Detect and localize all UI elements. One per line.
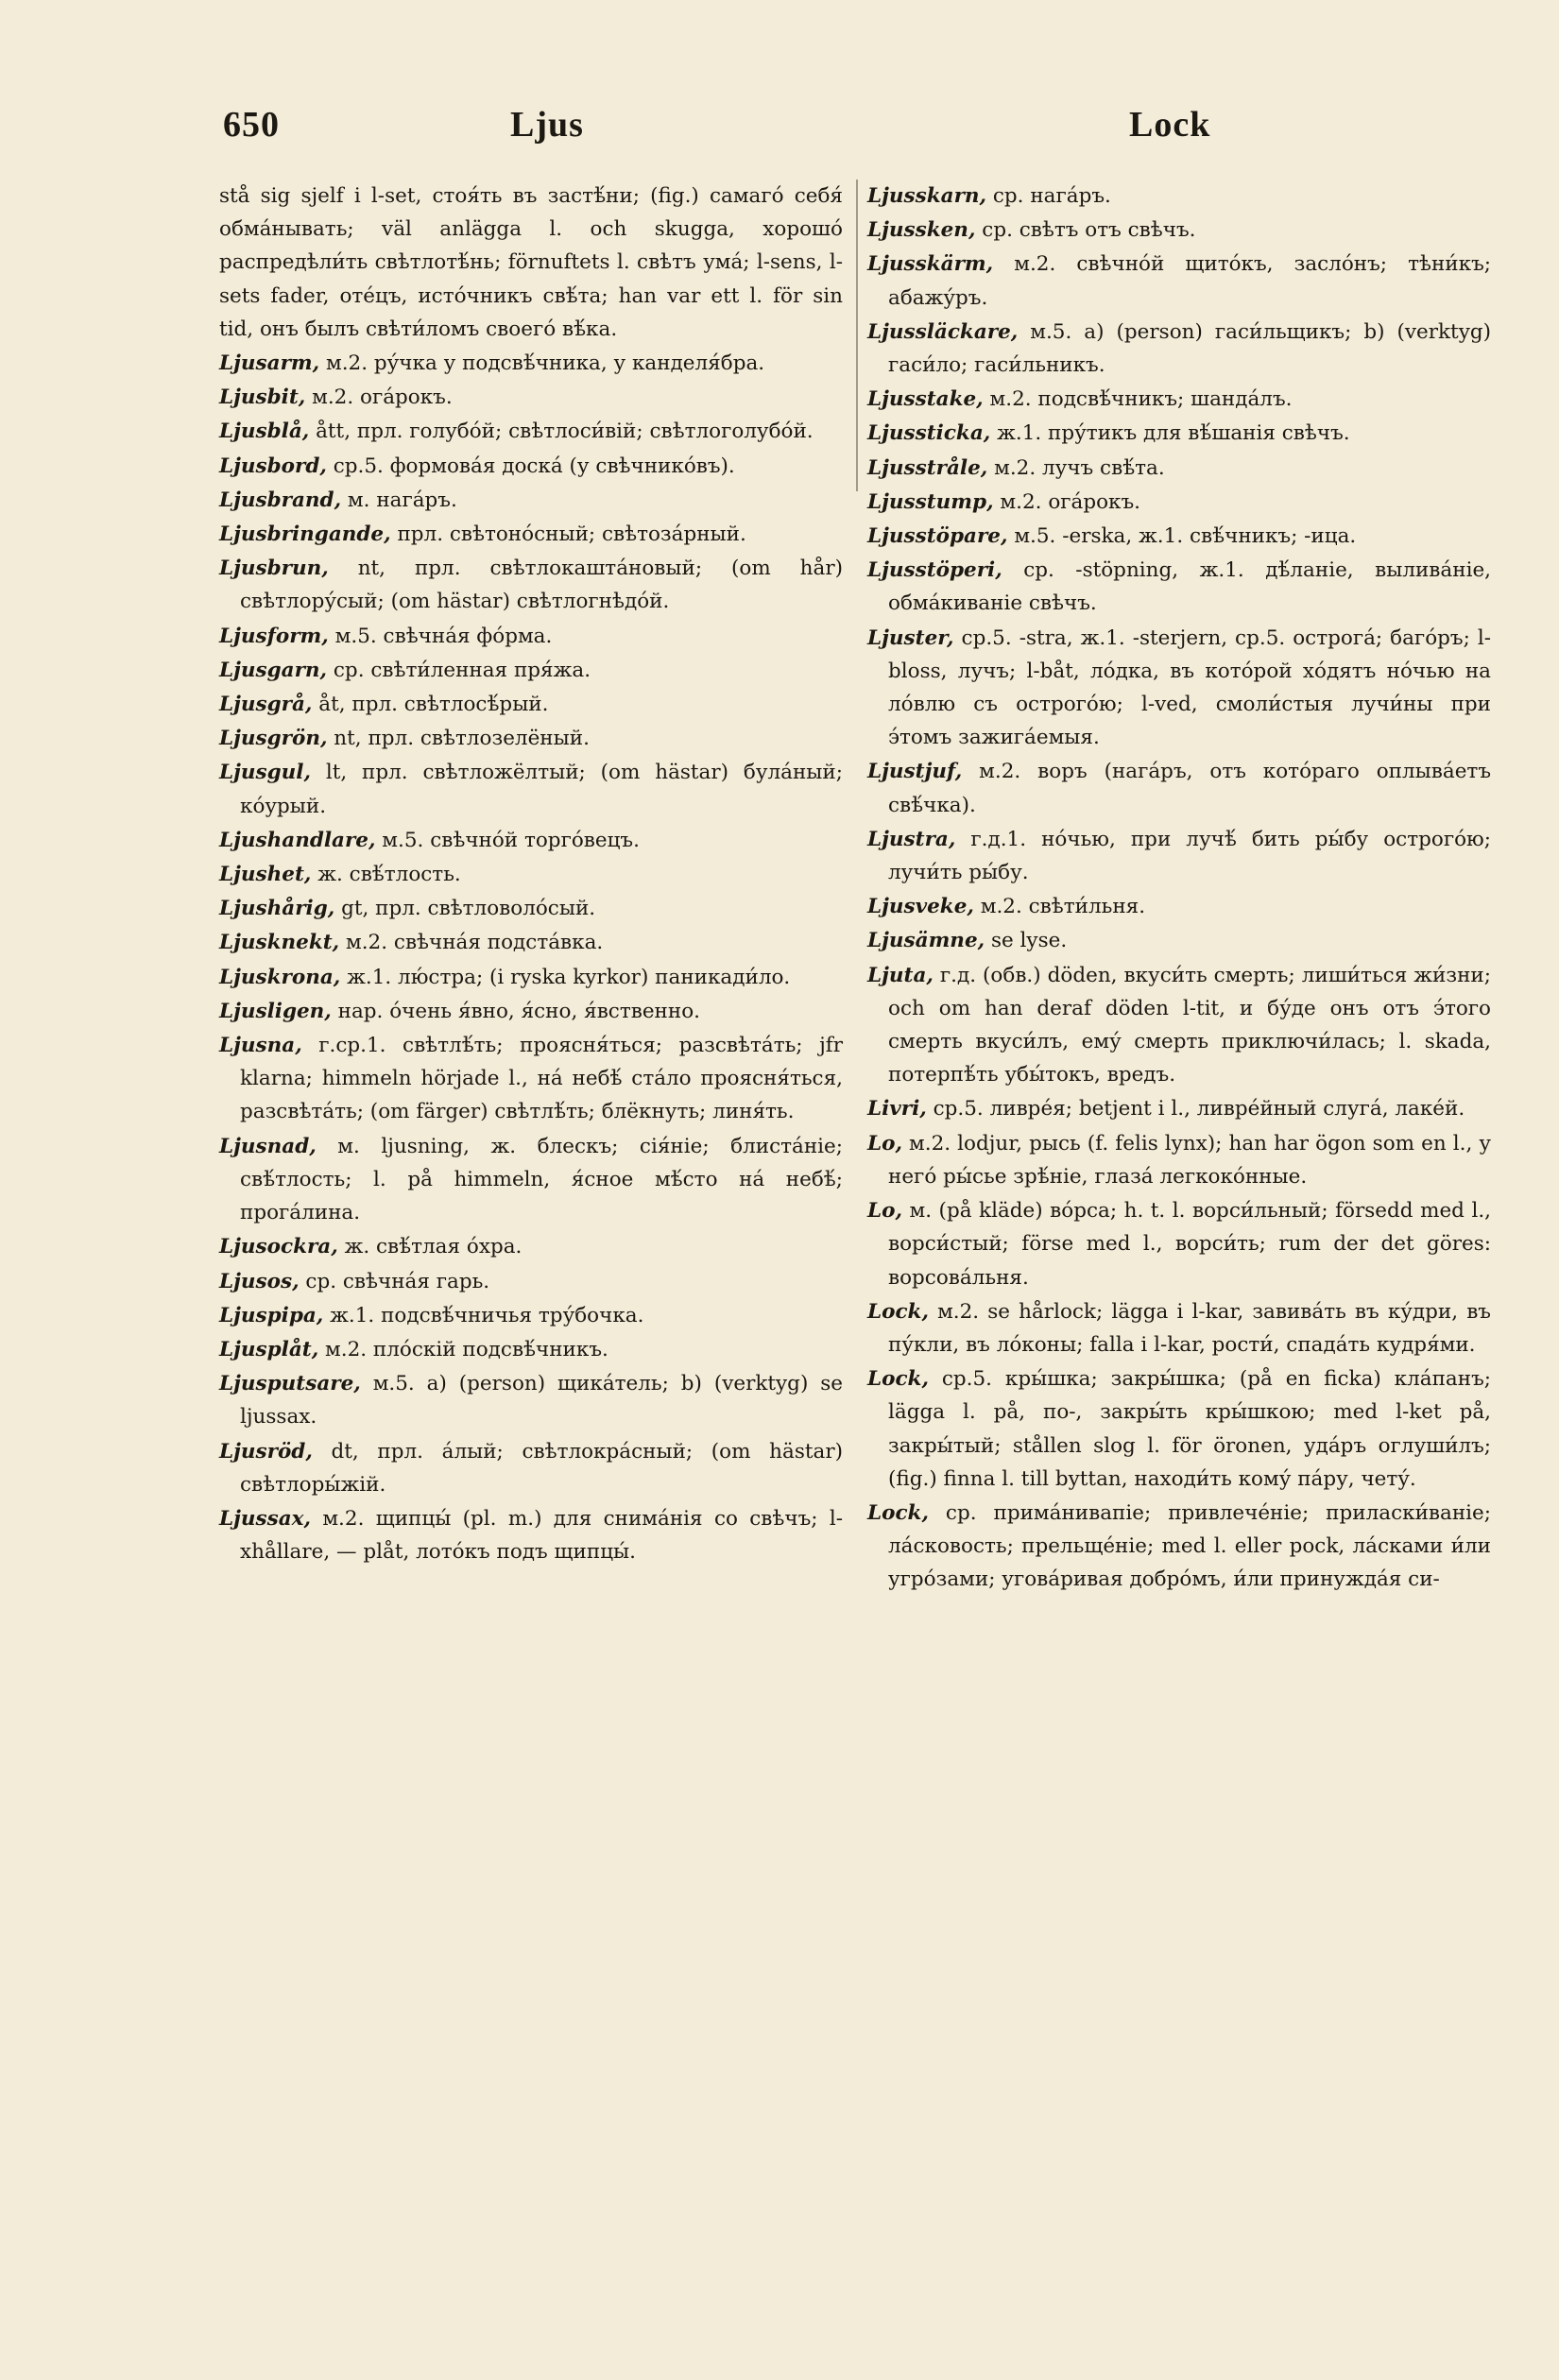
- entry-headword: Ljusstöpare,: [867, 524, 1008, 549]
- dictionary-entry: [219, 1265, 843, 1298]
- entry-definition: прл. свѣтоно́сный; свѣтоза́рный.: [397, 522, 746, 547]
- entry-headword: Ljusockra,: [219, 1235, 338, 1259]
- entry-definition: ж.1. лю́стра; (i ryska kyrkor) паникади́ло.: [347, 965, 791, 989]
- entry-definition: м. нага́ръ.: [347, 488, 457, 512]
- dictionary-entry: [219, 1367, 843, 1433]
- dictionary-entry: [867, 520, 1491, 553]
- entry-definition: ср. свѣтъ отъ свѣчъ.: [982, 218, 1196, 243]
- entry-definition: ср. -stöpning, ж.1. дѣ́ланіе, вылива́ніе, обма́киваніе свѣчъ.: [888, 558, 1491, 616]
- dictionary-entry: [219, 1435, 843, 1501]
- dictionary-entry: [867, 383, 1491, 416]
- entry-headword: Ljuster,: [867, 625, 954, 650]
- entry-definition: dt, прл. а́лый; свѣтлокра́сный; (om hästar) свѣтлоры́жій.: [240, 1439, 843, 1497]
- entry-definition: ср.5. формова́я доска́ (у свѣчнико́въ).: [333, 454, 735, 478]
- dictionary-entry: [867, 890, 1491, 923]
- entry-definition: ж. свѣ́тлая о́хра.: [344, 1235, 523, 1259]
- dictionary-entry: [219, 688, 843, 721]
- entry-headword: Ljusputsare,: [219, 1372, 361, 1396]
- entry-definition: м.2. свѣчно́й щито́къ, засло́нъ; тѣни́къ; абажу́ръ.: [888, 252, 1491, 310]
- dictionary-entry: [219, 654, 843, 687]
- dictionary-entry: [867, 180, 1491, 213]
- dictionary-entry: [219, 1502, 843, 1568]
- entry-headword: Lock,: [867, 1299, 929, 1324]
- entry-headword: Ljusgrön,: [219, 727, 328, 751]
- dictionary-entry: [867, 1127, 1491, 1193]
- entry-headword: Ljusblå,: [219, 419, 310, 444]
- dictionary-entry: [219, 824, 843, 857]
- entry-headword: Ljusstråle,: [867, 455, 988, 480]
- dictionary-entry: [219, 961, 843, 994]
- entry-definition: se lyse.: [990, 929, 1068, 953]
- dictionary-entry: [867, 486, 1491, 519]
- entry-definition: м.2. ога́рокъ.: [312, 385, 453, 410]
- entry-headword: Ljushet,: [219, 863, 312, 887]
- entry-headword: Ljusgul,: [219, 761, 311, 785]
- dictionary-entry: [867, 214, 1491, 247]
- entry-headword: Ljussken,: [867, 218, 976, 243]
- entry-headword: Ljusskärm,: [867, 252, 994, 277]
- entry-definition: ср.5. кры́шка; закры́шка; (på en ficka) кла́панъ; lägga l. på, по-, закры́ть кры́шкою; med l-ket på, закры́тый; stållen slog l. för öronen, уда́ръ оглуши́лъ; (fig.) finna l. till byttan, находи́ть кому́ па́ру, чету́.: [888, 1367, 1491, 1491]
- entry-definition: ср. нага́ръ.: [992, 184, 1111, 208]
- entry-headword: Ljussax,: [219, 1506, 311, 1531]
- entry-definition: ж.1. пру́тикъ для вѣ́шанія свѣчъ.: [997, 421, 1350, 446]
- dictionary-entry: [219, 1333, 843, 1366]
- entry-definition: г.д.1. но́чью, при лучѣ́ бить ры́бу острого́ю; лучи́ть ры́бу.: [888, 827, 1491, 885]
- entry-headword: Ljusos,: [219, 1269, 300, 1293]
- right-column: [867, 180, 1491, 1598]
- entry-definition: м.2. ога́рокъ.: [1000, 489, 1141, 514]
- entry-headword: Ljusröd,: [219, 1439, 313, 1464]
- dictionary-entry: [219, 180, 843, 346]
- dictionary-entry: [867, 417, 1491, 450]
- entry-headword: Ljusbringande,: [219, 522, 391, 547]
- entry-headword: Ljushårig,: [219, 897, 335, 921]
- entry-definition: stå sig sjelf i l-set, стоя́ть въ застѣ́ни; (fig.) самаго́ себя́ обма́нывать; väl anlägga l. och skugga, хорошо́ распредѣли́ть свѣтлотѣ́нь; förnuftets l. свѣтъ ума́; l-sens, l-sets fader, оте́цъ, исто́чникъ свѣ́та; han var ett l. för sin tid, онъ былъ свѣти́ломъ своего́ вѣ́ка.: [219, 184, 843, 341]
- dictionary-entry: [867, 1295, 1491, 1361]
- entry-headword: Lo,: [867, 1131, 902, 1156]
- entry-definition: нар. о́чень я́вно, я́сно, я́вственно.: [337, 999, 700, 1023]
- entry-headword: Ljusgrå,: [219, 693, 313, 717]
- entry-headword: Ljusämne,: [867, 929, 985, 953]
- dictionary-entry: [867, 755, 1491, 821]
- entry-headword: Ljusform,: [219, 624, 329, 648]
- entry-definition: ж.1. подсвѣ́чничья тру́бочка.: [330, 1303, 644, 1327]
- dictionary-entry: [219, 926, 843, 959]
- entry-definition: г.д. (обв.) döden, вкуси́ть смерть; лиши́ться жи́зни; och om han deraf döden l-tit, и бу́де онъ отъ э́того смерть вкуси́лъ, ему́ смерть приключи́лась; l. skada, потерпѣ́ть убы́токъ, вредъ.: [888, 963, 1491, 1087]
- entry-headword: Ljusbit,: [219, 385, 306, 410]
- dictionary-entry: [219, 1299, 843, 1332]
- dictionary-entry: [219, 1029, 843, 1129]
- entry-headword: Ljusnad,: [219, 1134, 317, 1158]
- entry-headword: Ljussticka,: [867, 421, 991, 446]
- entry-definition: м.2. пло́скій подсвѣ́чникъ.: [325, 1337, 608, 1361]
- entry-definition: м.5. свѣчно́й торго́вецъ.: [382, 828, 640, 852]
- entry-definition: ср. свѣти́ленная пря́жа.: [333, 658, 591, 682]
- entry-definition: м. ljusning, ж. блескъ; сія́ніе; блиста́ніе; свѣ́тлость; l. på himmeln, я́сное мѣ́сто на́ небѣ́; прога́лина.: [240, 1134, 843, 1225]
- entry-headword: Ljusstump,: [867, 489, 994, 514]
- entry-definition: nt, прл. свѣтлокашта́новый; (om hår) свѣтлору́сый; (om hästar) свѣтлогнѣдо́й.: [240, 556, 843, 614]
- entry-definition: м.2. se hårlock; lägga i l-kar, завива́ть въ ку́дри, въ пу́кли, въ ло́коны; falla i l-kar, рости́, спада́ть кудря́ми.: [888, 1299, 1491, 1357]
- entry-headword: Ljusveke,: [867, 895, 974, 919]
- dictionary-entry: [867, 452, 1491, 485]
- entry-definition: м. (på kläde) во́рса; h. t. l. ворси́льный; försedd med l., ворси́стый; förse med l., ворси́ть; rum der det göres: ворсова́льня.: [888, 1199, 1492, 1290]
- entry-definition: ср.5. ливре́я; betjent i l., ливре́йный слуга́, лаке́й.: [933, 1097, 1465, 1122]
- entry-definition: ср. свѣчна́я гарь.: [305, 1269, 490, 1293]
- dictionary-entry: [219, 620, 843, 653]
- dictionary-entry: [219, 858, 843, 891]
- dictionary-entry: [867, 1194, 1491, 1294]
- entry-headword: Ljusbrand,: [219, 488, 342, 512]
- entry-headword: Ljustjuf,: [867, 760, 963, 784]
- dictionary-entry: [867, 554, 1491, 620]
- entry-definition: г.ср.1. свѣтлѣ́ть; проясня́ться; разсвѣта́ть; jfr klarna; himmeln hörjade l., на́ небѣ́ ста́ло проясня́ться, разсвѣта́ть; (om färger) свѣтлѣ́ть; блёкнуть; линя́ть.: [240, 1034, 843, 1124]
- entry-definition: åt, прл. свѣтлосѣ́рый.: [318, 693, 549, 717]
- entry-headword: Ljuta,: [867, 963, 934, 987]
- dictionary-entry: [219, 347, 843, 380]
- entry-headword: Lo,: [867, 1199, 902, 1224]
- dictionary-entry: [219, 995, 843, 1028]
- entry-headword: Ljusbrun,: [219, 556, 329, 581]
- entry-headword: Ljussläckare,: [867, 319, 1019, 344]
- dictionary-entry: [219, 484, 843, 517]
- entry-headword: Ljusstake,: [867, 387, 984, 412]
- dictionary-entry: [219, 552, 843, 618]
- entry-headword: Lock,: [867, 1500, 929, 1525]
- dictionary-entry: [219, 415, 843, 448]
- dictionary-entry: [867, 1362, 1491, 1496]
- right-running-head: Lock: [1129, 105, 1211, 145]
- page-number: 650: [223, 105, 280, 145]
- entry-headword: Ljusarm,: [219, 351, 320, 376]
- column-divider: [856, 180, 858, 491]
- entry-definition: м.2. подсвѣ́чникъ; шанда́лъ.: [989, 387, 1293, 412]
- dictionary-entry: [219, 1230, 843, 1263]
- entry-headword: Lock,: [867, 1367, 929, 1392]
- entry-headword: Ljustra,: [867, 827, 956, 851]
- dictionary-entry: [219, 518, 843, 551]
- dictionary-entry: [219, 381, 843, 414]
- entry-headword: Ljuskrona,: [219, 965, 341, 989]
- dictionary-entry: [867, 959, 1491, 1092]
- entry-headword: Ljusligen,: [219, 999, 332, 1023]
- entry-definition: gt, прл. свѣтловоло́сый.: [341, 897, 596, 921]
- dictionary-entry: [867, 823, 1491, 889]
- entry-definition: м.2. ру́чка у подсвѣ́чника, у канделя́бра.: [325, 351, 765, 376]
- entry-headword: Ljusskarn,: [867, 184, 987, 208]
- entry-definition: м.5. -erska, ж.1. свѣ́чникъ; -ица.: [1014, 524, 1357, 549]
- dictionary-entry: [219, 722, 843, 755]
- entry-headword: Ljusna,: [219, 1034, 302, 1058]
- entry-headword: Ljusknekt,: [219, 931, 340, 955]
- entry-definition: м.5. свѣчна́я фо́рма.: [334, 624, 553, 648]
- entry-definition: м.5. a) (person) гаси́льщикъ; b) (verktyg) гаси́ло; гаси́льникъ.: [888, 319, 1491, 378]
- dictionary-entry: [219, 1130, 843, 1230]
- entry-definition: м.2. воръ (нага́ръ, отъ кото́раго оплыва́етъ свѣ́чка).: [888, 760, 1491, 817]
- entry-headword: Ljuspipa,: [219, 1303, 324, 1327]
- entry-headword: Livri,: [867, 1097, 927, 1122]
- entry-definition: ått, прл. голубо́й; свѣтлоси́вій; свѣтлоголубо́й.: [316, 419, 814, 444]
- dictionary-entry: [867, 316, 1491, 382]
- entry-definition: м.2. щипцы́ (pl. m.) для снима́нія со свѣчъ; l-xhållare, — plåt, лото́къ подъ щипцы́.: [240, 1506, 843, 1565]
- dictionary-entry: [867, 622, 1491, 755]
- entry-definition: ср. прима́нивапіе; привлече́ніе; приласки́ваніе; ла́сковость; прельще́ніе; med l. eller pock, ла́сками и́ли угро́зами; угова́ривая добро́мъ, и́ли принужда́я си-: [888, 1500, 1491, 1592]
- entry-definition: м.2. свѣти́льня.: [980, 895, 1146, 919]
- dictionary-entry: [867, 1497, 1491, 1597]
- entry-definition: ж. свѣ́тлость.: [317, 863, 461, 887]
- dictionary-entry: [867, 924, 1491, 957]
- entry-definition: nt, прл. свѣтлозелёный.: [334, 727, 590, 751]
- entry-headword: Ljushandlare,: [219, 828, 376, 852]
- dictionary-entry: [219, 892, 843, 925]
- dictionary-entry: [219, 450, 843, 483]
- left-running-head: Ljus: [510, 105, 584, 145]
- entry-definition: м.2. свѣчна́я подста́вка.: [346, 931, 604, 955]
- entry-headword: Ljusgarn,: [219, 658, 328, 682]
- left-column: [219, 180, 843, 1569]
- dictionary-entry: [219, 756, 843, 822]
- entry-definition: м.2. лучъ свѣ́та.: [994, 455, 1165, 480]
- entry-headword: Ljusbord,: [219, 454, 327, 478]
- entry-definition: м.2. lodjur, рысь (f. felis lynx); han har ögon som en l., у него́ ры́сье зрѣ́ніе, глаза́ легкоко́нные.: [888, 1131, 1491, 1189]
- entry-headword: Ljusstöperi,: [867, 558, 1002, 583]
- dictionary-entry: [867, 1092, 1491, 1125]
- entry-definition: lt, прл. свѣтложёлтый; (om hästar) була́ный; ко́урый.: [240, 761, 843, 818]
- entry-headword: Ljusplåt,: [219, 1337, 319, 1361]
- entry-definition: м.5. a) (person) щика́тель; b) (verktyg) se ljussax.: [240, 1372, 843, 1430]
- entry-definition: ср.5. -stra, ж.1. -sterjern, ср.5. острога́; баго́ръ; l-bloss, лучъ; l-båt, ло́дка, въ кото́рой хо́дятъ но́чью на ло́влю съ острого́ю; l-ved, смоли́стыя лучи́ны при э́томъ зажига́емыя.: [888, 625, 1491, 750]
- dictionary-entry: [867, 248, 1491, 314]
